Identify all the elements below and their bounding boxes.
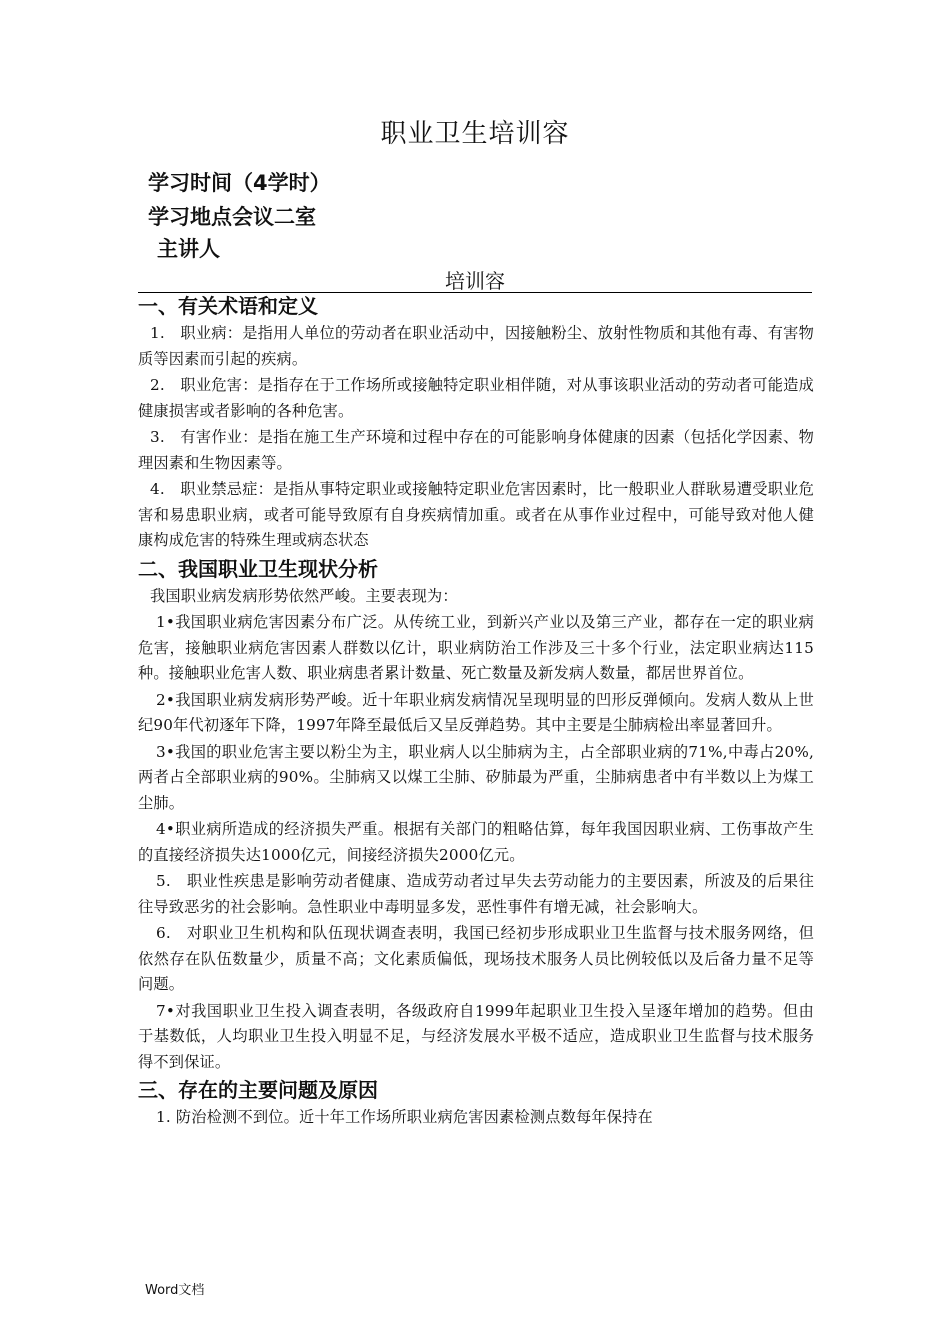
study-time: 学习时间（4学时）: [148, 171, 331, 195]
speaker: 主讲人: [157, 237, 220, 261]
paragraph: 3•我国的职业危害主要以粉尘为主，职业病人以尘肺病为主，占全部职业病的71%,中毒占20%,两者占全部职业病的90%。尘肺病又以煤工尘肺、矽肺最为严重，尘肺病患者中有半数以上为煤工尘肺。: [138, 742, 814, 812]
paragraph: 4•职业病所造成的经济损失严重。根据有关部门的粗略估算，每年我国因职业病、工伤事故产生的直接经济损失达1000亿元，间接经济损失2000亿元。: [138, 820, 814, 864]
section-heading: 二、我国职业卫生现状分析: [138, 556, 378, 581]
paragraph: 我国职业病发病形势依然严峻。主要表现为：: [150, 586, 458, 605]
page-footer: Word文档: [145, 1283, 205, 1298]
study-place: 学习地点会议二室: [148, 205, 316, 229]
content-subtitle: 培训容: [445, 269, 505, 293]
document-title: 职业卫生培训容: [380, 119, 570, 149]
document-body: [138, 292, 814, 1132]
paragraph: 1. 防治检测不到位。近十年工作场所职业病危害因素检测点数每年保持在: [156, 1108, 653, 1126]
paragraph: 5. 职业性疾患是影响劳动者健康、造成劳动者过早失去劳动能力的主要因素，所波及的后果往往导致恶劣的社会影响。急性职业中毒明显多发，恶性事件有增无减，社会影响大。: [138, 872, 814, 916]
paragraph: 1. 职业病：是指用人单位的劳动者在职业活动中，因接触粉尘、放射性物质和其他有毒、有害物质等因素而引起的疾病。: [138, 324, 814, 368]
section-heading: 三、存在的主要问题及原因: [138, 1078, 378, 1102]
paragraph: 2•我国职业病发病形势严峻。近十年职业病发病情况呈现明显的凹形反弹倾向。发病人数从上世纪90年代初逐年下降，1997年降至最低后又呈反弹趋势。其中主要是尘肺病检出率显著回升。: [138, 690, 814, 734]
paragraph: 6. 对职业卫生机构和队伍现状调查表明，我国已经初步形成职业卫生监督与技术服务网络，但依然存在队伍数量少，质量不高；文化素质偏低，现场技术服务人员比例较低以及后备力量不足等问题。: [138, 924, 814, 993]
paragraph: 7•对我国职业卫生投入调查表明，各级政府自1999年起职业卫生投入呈逐年增加的趋势。但由于基数低，人均职业卫生投入明显不足，与经济发展水平极不适应，造成职业卫生监督与技术服务得不到保证。: [138, 1001, 814, 1071]
section-heading: 一、有关术语和定义: [138, 294, 318, 318]
paragraph: 3. 有害作业：是指在施工生产环境和过程中存在的可能影响身体健康的因素（包括化学因素、物理因素和生物因素等。: [138, 428, 814, 472]
paragraph: 2. 职业危害：是指存在于工作场所或接触特定职业相伴随，对从事该职业活动的劳动者可能造成健康损害或者影响的各种危害。: [138, 376, 814, 420]
paragraph: 1•我国职业病危害因素分布广泛。从传统工业，到新兴产业以及第三产业，都存在一定的职业病危害，接触职业病危害因素人群数以亿计，职业病防治工作涉及三十多个行业，法定职业病达115种。接触职业危害人数、职业病患者累计数量、死亡数量及新发病人数量，都居世界首位。: [138, 613, 814, 682]
paragraph: 4. 职业禁忌症：是指从事特定职业或接触特定职业危害因素时，比一般职业人群耿易遭受职业危害和易患职业病，或者可能导致原有自身疾病情加重。或者在从事作业过程中，可能导致对他人健康构成危害的特殊生理或病态状态: [138, 480, 814, 549]
